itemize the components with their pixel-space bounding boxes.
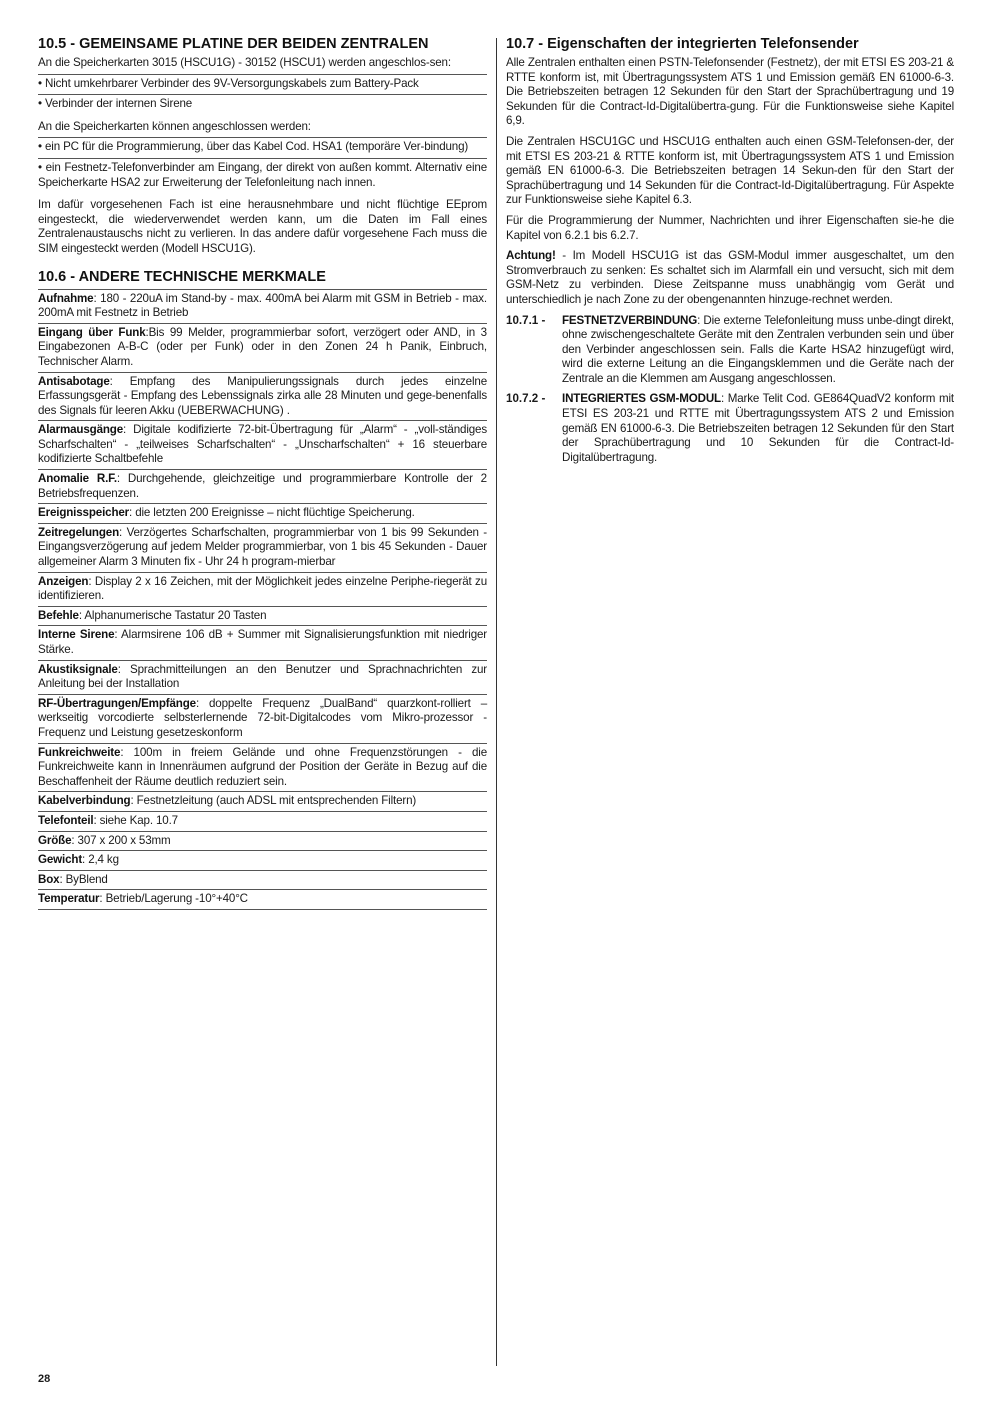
spec-row [38,323,487,372]
spec-label: Eingang über Funk [38,325,146,339]
warning-text: - Im Modell HSCU1G ist das GSM-Modul immer ausgeschaltet, um den Stromverbrauch zu senken: Es schaltet sich im Alarmfall ein und versucht, sich mit dem GSM-Netz zu verbinden. Diese Zeitspanne muss unabhängig vom Gerät und unterschiedlich je nach Zone zu der obengenannten hinzuge-rechnet werden. [506,249,954,306]
section-10-7-paragraph-3: Für die Programmierung der Nummer, Nachrichten und ihrer Eigenschaften sie-he die Kapitel von 6.2.1 bis 6.2.7. [506,213,954,242]
warning-paragraph [506,249,954,307]
spec-row [38,831,487,851]
spec-text [38,609,487,624]
spec-label: Box [38,872,60,886]
spec-text [38,628,487,657]
spec-text [38,423,487,467]
spec-label: Befehle [38,608,79,622]
spec-row [38,469,487,503]
spec-row [38,791,487,811]
spec-value: : siehe Kap. 10.7 [93,813,178,827]
spec-row [38,811,487,831]
spec-list [38,289,487,910]
spec-label: Antisabotage [38,374,110,388]
spec-label: Telefonteil [38,813,94,827]
spec-text [38,375,487,419]
spec-row [38,606,487,626]
spec-value: : Empfang des Manipulierungssignals durch jedes einzelne Erfassungsgerät - Empfang des Lebenssignals zirka alle 28 Minuten und gege-benenfalls des Signals für leeren Akku (UEBERWACHUNG) . [38,374,487,417]
section-10-7-paragraph-2: Die Zentralen HSCU1GC und HSCU1G enthalten auch einen GSM-Telefonsen-der, der mit ETSI ES 203-21 & RTTE konform ist, mit Übertragungssystem ATS 1 und Emission gemäß EN 61000-6-3. Die Betriebszeiten betragen 14 Sekun-den für den Start der Sprachübertragung und 14 Sekunden für die Contract-Id-Digitalübertragung. Für Aspekte zur Funktionsweise siehe Kapitel 6.3. [506,134,954,207]
spec-value: : Durchgehende, gleichzeitige und programmierbare Kontrolle der 2 Betriebsfrequenzen. [38,472,487,500]
spec-label: Aufnahme [38,291,94,305]
section-10-5-title: 10.5 - GEMEINSAME PLATINE DER BEIDEN ZENTRALEN [38,36,429,52]
spec-text [38,892,487,907]
spec-text [38,472,487,501]
spec-value: : Display 2 x 16 Zeichen, mit der Möglichkeit jedes einzelne Periphe-riegerät zu identifizieren. [38,574,487,603]
spec-row [38,372,487,421]
spec-value: : Alphanumerische Tastatur 20 Tasten [78,608,267,622]
spec-label: Temperatur [38,892,100,906]
spec-label: Zeitregelungen [38,525,119,539]
spec-label: Alarmausgänge [38,423,124,437]
spec-value: : Verzögertes Scharfschalten, programmierbar von 1 bis 99 Sekunden - Eingangsverzögerung auf jedem Melder programmierbar, von 1 bis 45 Sekunden - Dauer allgemeiner Alarm 3 Minuten fix - Uhr 24 h program-mierbar [38,525,487,569]
spec-row [38,625,487,659]
spec-value: : die letzten 200 Ereignisse – nicht flüchtige Speicherung. [129,506,415,520]
spec-label: Ereignisspeicher [38,506,130,520]
section-10-7-paragraph-1: Alle Zentralen enthalten einen PSTN-Telefonsender (Festnetz), der mit ETSI ES 203-21 & RTTE konform ist, mit Übertragungssystem ATS 1 und Emission gemäß EN 61000-6-3. Die Betriebszeiten betragen 12 Sekunden für den Start der Sprachübertragung und 19 Sekunden für die Contract-Id-Digitalübertra-gung. Für die Funktionsweise siehe Kapitel 6,9. [506,56,954,128]
spec-row [38,850,487,870]
spec-label: Akustiksignale [38,662,118,676]
spec-text [38,506,487,521]
spec-text [38,873,487,888]
subsection-body: : Marke Telit Cod. GE864QuadV2 konform mit ETSI ES 203-21 und RTTE mit Übertragungssystem ATS 2 und Emission gemäß EN 61000-6-3. Die Betriebszeiten betragen 12 Sekunden für den Start der Sprachübertragung und 10 Sekunden für die Contract-Id-Digitalübertragung. [562,392,954,464]
spec-label: Anzeigen [38,574,89,588]
spec-value: : Festnetzleitung (auch ADSL mit entsprechenden Filtern) [130,794,417,808]
left-column [38,35,487,910]
section-10-5-paragraph: Im dafür vorgesehenen Fach ist eine herausnehmbare und nicht flüchtige EEprom eingesteckt, die wiederverwendet werden kann, um die Daten im Fall eines Zentralenaustauschs nicht zu verlieren. In das andere dafür vorgesehene Fach muss die SIM eingesteckt werden (Modell HSCU1G). [38,198,487,255]
subsection-number: 10.7.2 - [506,392,546,406]
bullet-item: • ein Festnetz-Telefonverbinder am Eingang, der direkt von außen kommt. Alternativ eine Speicherkarte HSA2 zur Erweiterung der Telefonleitung nach innen. [38,160,487,189]
spec-label: RF-Übertragungen/Empfänge [38,696,196,710]
spec-label: Größe [38,833,72,847]
spec-text [38,794,487,809]
subsection-text [562,314,954,387]
spec-label: Funkreichweite [38,745,121,759]
spec-text [38,663,487,692]
spec-row [38,694,487,743]
spec-value: : doppelte Frequenz „DualBand“ quarzkont-rolliert – werkseitig vorcodierte selbsterlernende 72-bit-Digitalcodes vom Mikro-prozessor - Frequenz und Leistung gesetzeskonform [38,696,487,739]
section-10-7-title: 10.7 - Eigenschaften der integrierten Telefonsender [506,36,859,52]
spec-row [38,870,487,890]
spec-value: : ByBlend [59,872,108,886]
spec-text [38,853,487,868]
spec-value: : 2,4 kg [82,853,119,867]
spec-label: Kabelverbindung [38,794,131,808]
spec-text [38,575,487,604]
spec-value: :Bis 99 Melder, programmierbar sofort, verzögert oder AND, in 3 Eingabezonen A-B-C (oder per Funk) oder in den Zonen 24 h Panik, Einbruch, Technischer Alarm. [38,325,487,368]
spec-text [38,814,487,829]
section-10-5-intro-2: An die Speicherkarten können angeschlossen werden: [38,119,311,133]
spec-value: : 307 x 200 x 53mm [71,833,171,847]
spec-row [38,572,487,606]
spec-text [38,292,487,321]
subsection-label: INTEGRIERTES GSM-MODUL [562,392,721,406]
column-divider [496,38,497,1366]
spec-row [38,289,487,323]
spec-text [38,697,487,741]
spec-row [38,743,487,792]
spec-row [38,503,487,523]
warning-label: Achtung! [506,249,556,263]
bullet-block [38,137,487,155]
spec-row [38,420,487,469]
spec-value: : Betrieb/Lagerung -10°+40°C [99,892,248,906]
spec-value: : 180 - 220uA im Stand-by - max. 400mA bei Alarm mit GSM in Betrieb - max. 200mA mit Festnetz in Betrieb [38,291,487,320]
subsection-10-7-2 [506,392,954,465]
page-number: 28 [38,1373,51,1385]
subsection-10-7-1 [506,314,954,387]
section-10-6-title: 10.6 - ANDERE TECHNISCHE MERKMALE [38,268,326,285]
subsection-label: FESTNETZVERBINDUNG [562,313,698,327]
spec-row [38,660,487,694]
spec-text [38,834,487,849]
spec-text [38,526,487,570]
spec-value: : Alarmsirene 106 dB + Summer mit Signalisierungsfunktion mit niedriger Stärke. [38,628,487,656]
spec-value: : Digitale kodifizierte 72-bit-Übertragung für „Alarm“ - „voll-ständiges Scharfschalten“ - „teilweises Scharfschalten“ - „Unscharfschalten“ + 16 steuerbare kodifizierte Schaltbefehle [38,423,487,466]
bullet-item: • Verbinder der internen Sirene [38,97,193,111]
spec-label: Interne Sirene [38,628,115,642]
bullet-block [38,94,487,112]
bullet-item: • Nicht umkehrbarer Verbinder des 9V-Versorgungskabels zum Battery-Pack [38,76,419,90]
subsection-number: 10.7.1 - [506,313,546,327]
subsection-text [562,392,954,465]
bullet-block [38,74,487,92]
spec-value: : Sprachmitteilungen an den Benutzer und Sprachnachrichten zur Anleitung bei der Installation [38,662,487,691]
spec-text [38,746,487,790]
spec-label: Anomalie R.F. [38,472,117,486]
spec-row [38,523,487,572]
spec-text [38,326,487,370]
spec-row [38,889,487,910]
right-column [506,35,954,471]
spec-label: Gewicht [38,853,83,867]
section-10-5-intro: An die Speicherkarten 3015 (HSCU1G) - 30152 (HSCU1) werden angeschlos-sen: [38,56,451,69]
bullet-block [38,158,487,190]
subsection-body: : Die externe Telefonleitung muss unbe-dingt direkt, ohne zwischengeschaltete Geräte mit den Zentralen verbunden sein und über den Verbinder angeschlossen sein. Falls die Karte HSA2 hinzugefügt wird, wird die externe Leitung an die Eingangsklemmen und die Geräte nach der Zentrale an die Klemmen am Ausgang angeschlossen. [562,313,954,385]
spec-value: : 100m in freiem Gelände und ohne Frequenzstörungen - die Funkreichweite kann in Innenräumen aufgrund der Position der Geräte in Bezug auf die Beschaffenheit der Räume deutlich reduziert sein. [38,745,487,788]
bullet-item: • ein PC für die Programmierung, über das Kabel Cod. HSA1 (temporäre Ver-bindung) [38,140,469,154]
